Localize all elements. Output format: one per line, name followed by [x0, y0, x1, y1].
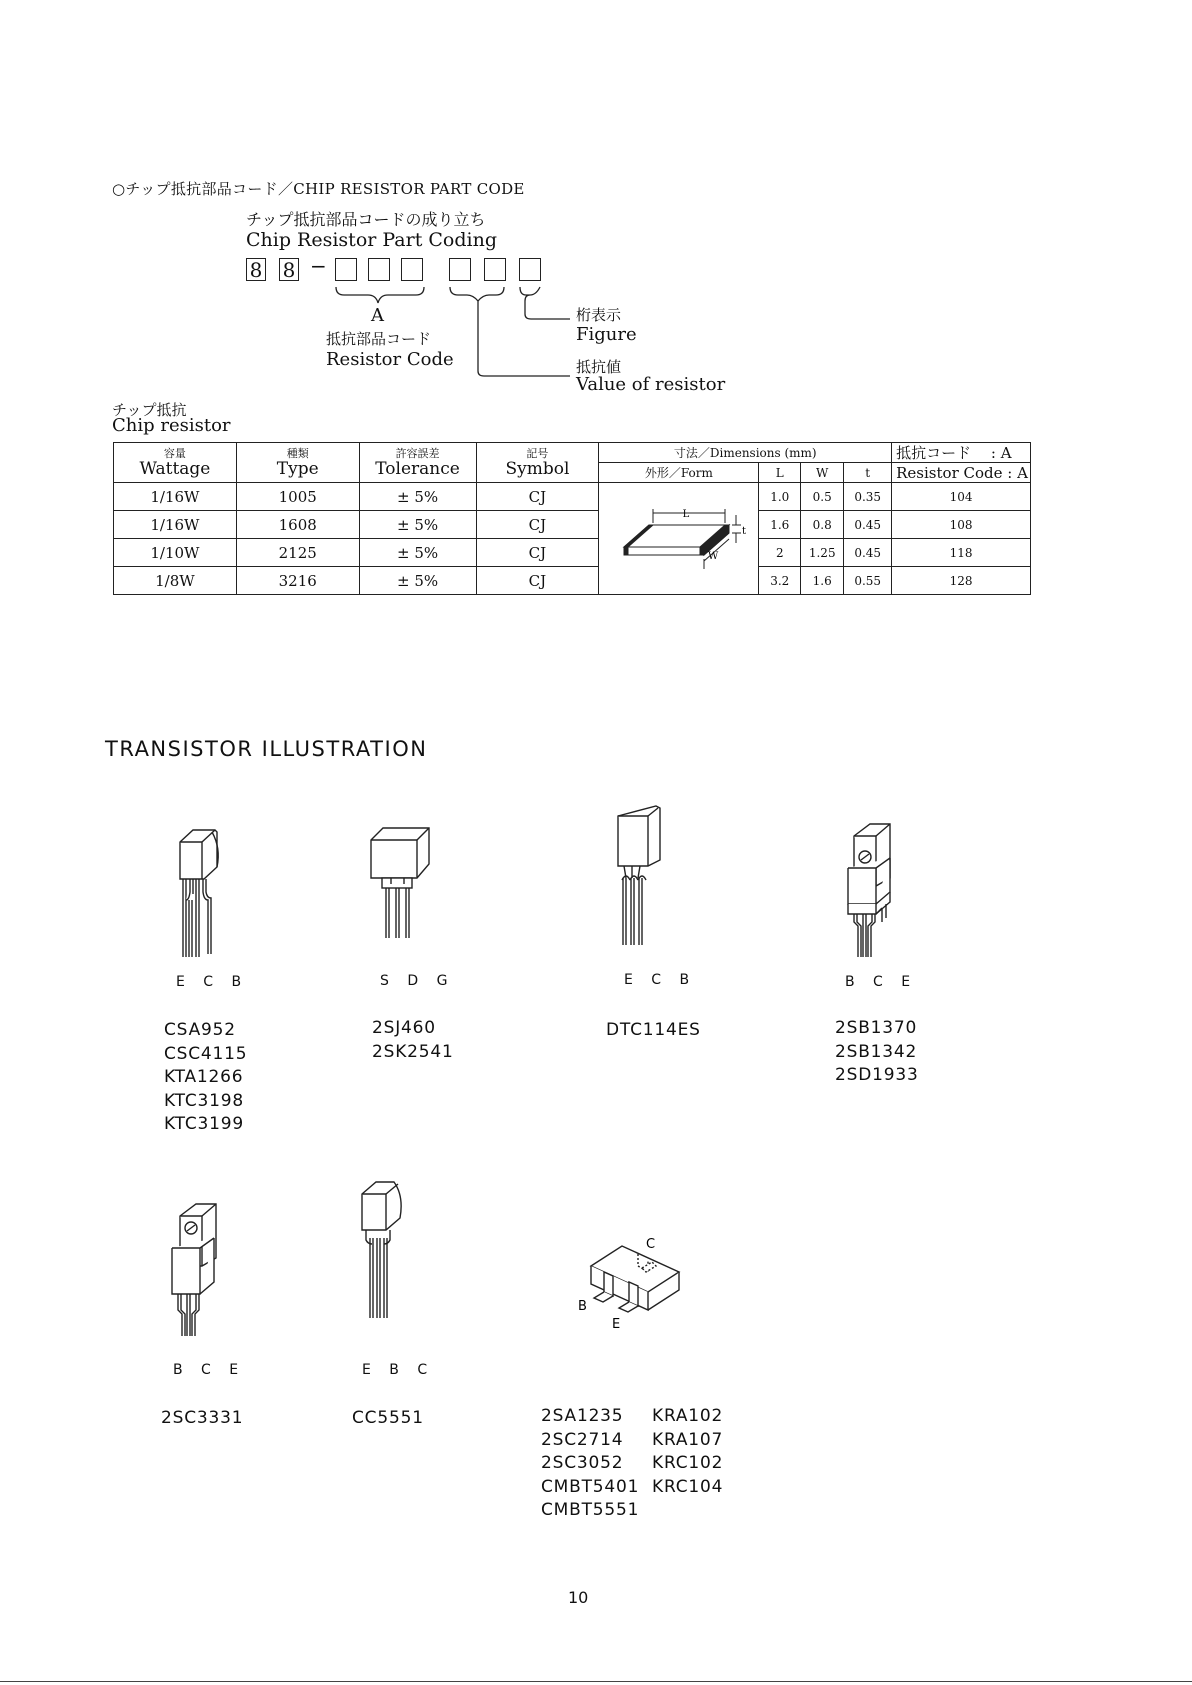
- part-number: KRA107: [652, 1429, 724, 1450]
- part-number: KRA102: [652, 1406, 724, 1426]
- cell-code: 104: [892, 483, 1031, 511]
- package-sot23: [576, 1230, 686, 1340]
- transistor-to220-icon: [842, 822, 907, 962]
- part-number: KRC104: [652, 1476, 724, 1497]
- part-number: CC5551: [352, 1408, 424, 1428]
- part-list-6: [352, 1407, 424, 1431]
- part-number: 2SB1342: [835, 1041, 918, 1062]
- table-row: [114, 483, 1031, 511]
- header-tolerance: 許容誤差 Tolerance: [359, 443, 476, 483]
- part-number: 2SC3331: [161, 1408, 244, 1428]
- package-to92-2: [358, 1178, 418, 1323]
- transistor-sdg-icon: [365, 818, 440, 948]
- code-separator: −: [310, 254, 327, 278]
- header-w: W: [801, 463, 844, 483]
- resistor-code-en: Resistor Code: [326, 349, 454, 370]
- pin-labels-3: E C B: [624, 972, 697, 988]
- resistor-table: [113, 442, 1031, 595]
- part-list-3: [606, 1019, 701, 1043]
- transistor-section-title: TRANSISTOR ILLUSTRATION: [105, 737, 428, 761]
- cell-type: 2125: [236, 539, 359, 567]
- cell-w: 0.8: [801, 511, 844, 539]
- cell-form-illustration: [599, 483, 759, 595]
- part-list-1: [164, 1019, 247, 1137]
- part-list-2: [372, 1017, 454, 1064]
- transistor-to92-icon: [358, 1178, 418, 1323]
- header-symbol: 記号 Symbol: [476, 443, 599, 483]
- package-sdg: [365, 818, 440, 948]
- chip-resistor-caption-jp: チップ抵抗: [112, 401, 187, 419]
- pin-labels-5: B C E: [173, 1362, 246, 1378]
- cell-type: 1005: [236, 483, 359, 511]
- header-form: 外形／Form: [599, 463, 759, 483]
- part-number: 2SC2714: [541, 1429, 624, 1450]
- bottom-rule: [0, 1681, 1192, 1682]
- part-number: 2SB1370: [835, 1018, 918, 1038]
- pin-labels-2: S D G: [380, 973, 455, 989]
- part-number: CSC4115: [164, 1043, 248, 1064]
- coding-title-en: Chip Resistor Part Coding: [246, 229, 498, 251]
- pin-labels-6: E B C: [362, 1362, 435, 1378]
- part-number: 2SK2541: [372, 1041, 454, 1062]
- cell-w: 1.25: [801, 539, 844, 567]
- header-type: 種類 Type: [236, 443, 359, 483]
- cell-tolerance: ± 5%: [359, 567, 476, 595]
- cell-symbol: CJ: [476, 567, 599, 595]
- cell-l: 3.2: [759, 567, 801, 595]
- cell-code: 128: [892, 567, 1031, 595]
- part-number: 2SC3052: [541, 1453, 624, 1473]
- package-to92-1: [165, 822, 235, 967]
- table-row: [114, 511, 1031, 539]
- header-code-en: Resistor Code : A: [892, 463, 1031, 483]
- part-list-7a: [541, 1405, 639, 1523]
- part-number: CMBT5551: [541, 1500, 640, 1520]
- cell-l: 1.0: [759, 483, 801, 511]
- part-number: KTA1266: [164, 1067, 244, 1087]
- transistor-to92-icon: [165, 822, 235, 967]
- package-dtc: [612, 800, 672, 950]
- part-number: 2SA1235: [541, 1406, 624, 1426]
- cell-symbol: CJ: [476, 539, 599, 567]
- cell-l: 2: [759, 539, 801, 567]
- pin-labels-4: B C E: [845, 974, 918, 990]
- transistor-to220-icon: [168, 1202, 233, 1342]
- value-en: Value of resistor: [576, 374, 726, 395]
- form-label-l: L: [682, 508, 690, 520]
- part-number: 2SD1933: [835, 1065, 919, 1085]
- part-number: CMBT5401: [541, 1476, 640, 1497]
- cell-w: 0.5: [801, 483, 844, 511]
- group-a-letter: A: [371, 305, 384, 326]
- cell-tolerance: ± 5%: [359, 511, 476, 539]
- package-to220-2: [168, 1202, 233, 1342]
- form-label-w: W: [707, 550, 719, 562]
- cell-code: 118: [892, 539, 1031, 567]
- part-list-4: [835, 1017, 919, 1088]
- figure-jp: 桁表示: [576, 306, 622, 324]
- sot23-label-e: E: [612, 1317, 621, 1332]
- sot23-label-c: C: [646, 1237, 656, 1252]
- cell-t: 0.55: [844, 567, 892, 595]
- cell-l: 1.6: [759, 511, 801, 539]
- cell-symbol: CJ: [476, 511, 599, 539]
- cell-t: 0.45: [844, 511, 892, 539]
- cell-wattage: 1/10W: [114, 539, 237, 567]
- cell-type: 3216: [236, 567, 359, 595]
- part-number: KRC102: [652, 1453, 724, 1473]
- chip-resistor-form-icon: [604, 489, 754, 585]
- section-title: ○チップ抵抗部品コード／CHIP RESISTOR PART CODE: [112, 180, 525, 198]
- header-wattage: 容量 Wattage: [114, 443, 237, 483]
- cell-type: 1608: [236, 511, 359, 539]
- cell-t: 0.45: [844, 539, 892, 567]
- header-t: t: [844, 463, 892, 483]
- part-number: KTC3198: [164, 1090, 244, 1111]
- chip-resistor-caption-en: Chip resistor: [112, 415, 231, 436]
- cell-symbol: CJ: [476, 483, 599, 511]
- sot23-label-b: B: [578, 1299, 587, 1314]
- resistor-code-jp: 抵抗部品コード: [326, 330, 432, 348]
- table-row: [114, 539, 1031, 567]
- cell-tolerance: ± 5%: [359, 483, 476, 511]
- cell-wattage: 1/16W: [114, 511, 237, 539]
- cell-wattage: 1/8W: [114, 567, 237, 595]
- cell-t: 0.35: [844, 483, 892, 511]
- part-number: KTC3199: [164, 1114, 244, 1134]
- value-jp: 抵抗値: [576, 358, 622, 376]
- prefix-digit-1: 8: [246, 258, 266, 281]
- part-number: DTC114ES: [606, 1020, 701, 1040]
- part-list-5: [161, 1407, 243, 1431]
- part-number: 2SJ460: [372, 1018, 436, 1038]
- pin-labels-1: E C B: [176, 974, 249, 990]
- form-label-t: t: [741, 525, 746, 537]
- coding-title-jp: チップ抵抗部品コードの成り立ち: [246, 210, 486, 229]
- transistor-sot23-icon: [576, 1230, 686, 1340]
- page-number: 10: [568, 1588, 589, 1607]
- header-dimensions: 寸法／Dimensions (mm): [599, 443, 892, 463]
- header-l: L: [759, 463, 801, 483]
- header-code-jp: 抵抗コード : A: [892, 443, 1031, 463]
- cell-code: 108: [892, 511, 1031, 539]
- table-header-row: [114, 443, 1031, 463]
- package-to220-1: [842, 822, 907, 962]
- part-list-7b: [652, 1405, 723, 1499]
- part-number: CSA952: [164, 1020, 236, 1040]
- cell-wattage: 1/16W: [114, 483, 237, 511]
- cell-w: 1.6: [801, 567, 844, 595]
- cell-tolerance: ± 5%: [359, 539, 476, 567]
- table-row: [114, 567, 1031, 595]
- figure-en: Figure: [576, 324, 637, 345]
- prefix-digit-2: 8: [279, 258, 299, 281]
- transistor-dtc-icon: [612, 800, 672, 950]
